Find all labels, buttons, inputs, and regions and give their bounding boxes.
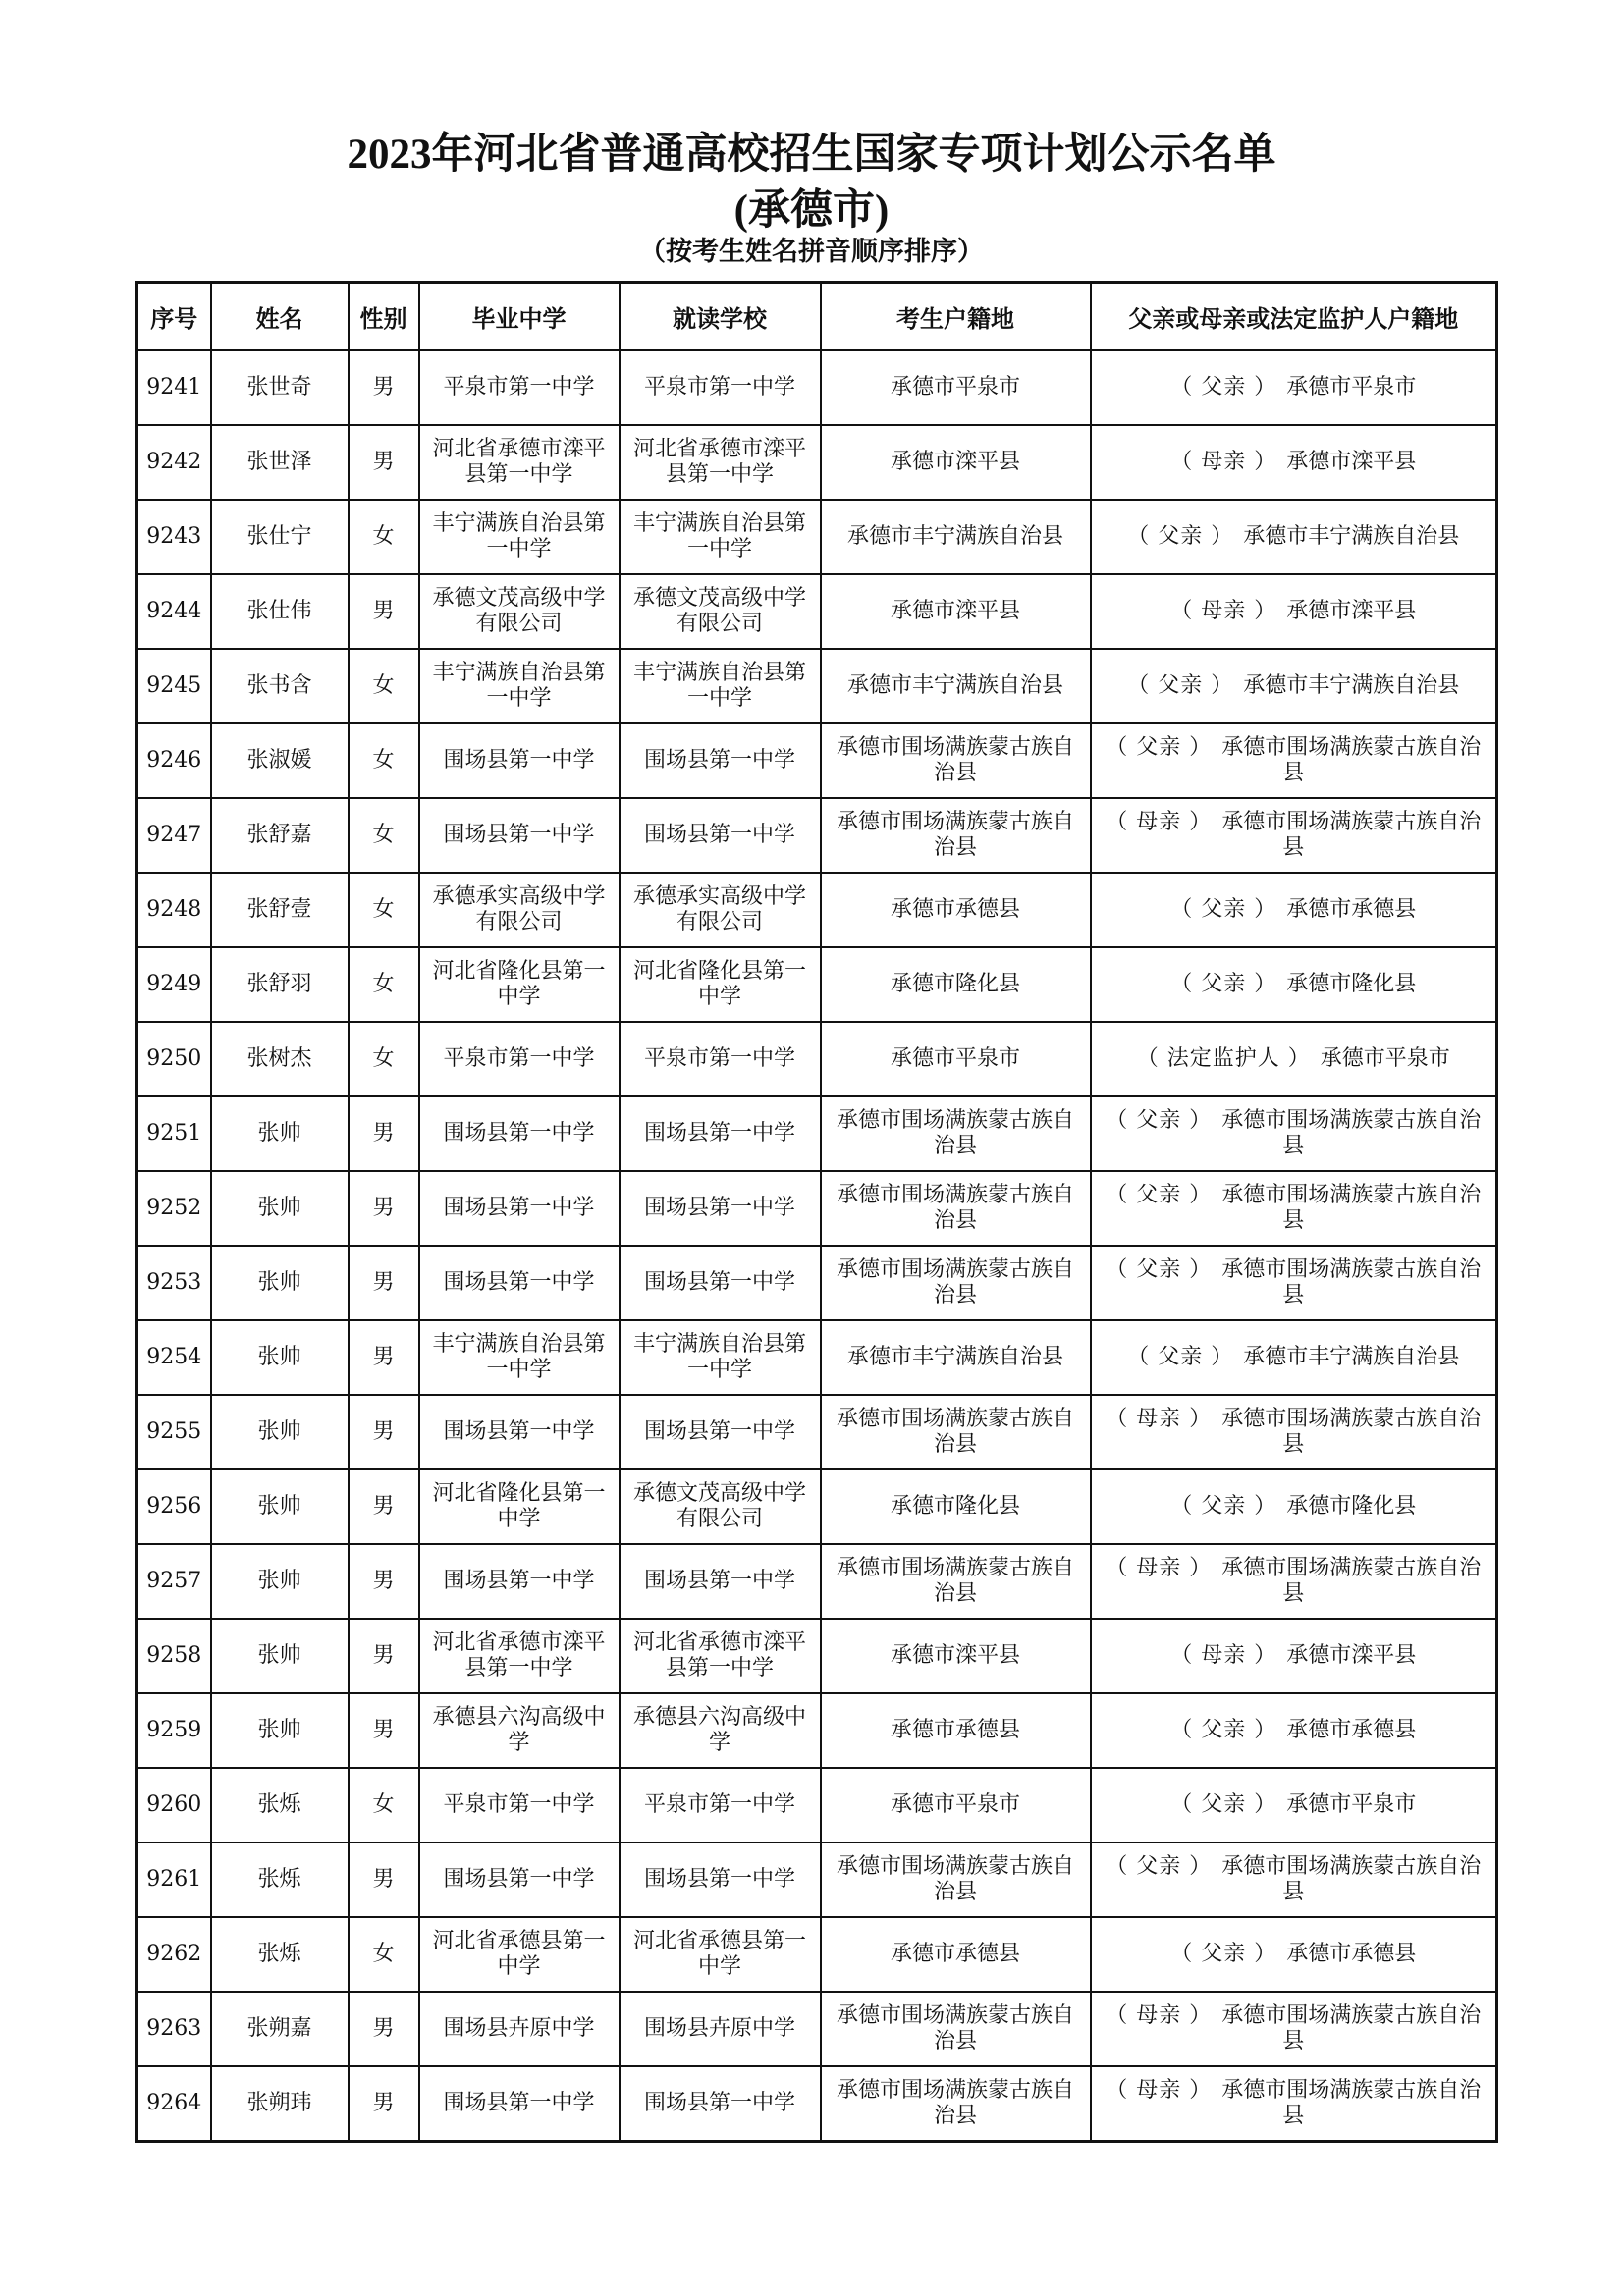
cell-parent-residence <box>1091 1544 1497 1619</box>
cell-study-school: 围场县第一中学 <box>620 798 821 873</box>
cell-study-school: 河北省承德市滦平县第一中学 <box>620 425 821 500</box>
cell-seq: 9255 <box>137 1395 211 1469</box>
cell-parent-residence <box>1091 1992 1497 2066</box>
cell-gender: 男 <box>349 1992 419 2066</box>
cell-name: 张舒壹 <box>211 873 349 947</box>
cell-grad-school: 河北省承德县第一中学 <box>419 1917 620 1992</box>
cell-study-school: 承德县六沟高级中学 <box>620 1693 821 1768</box>
cell-study-school: 丰宁满族自治县第一中学 <box>620 649 821 723</box>
cell-parent-residence <box>1091 873 1497 947</box>
cell-study-school: 围场县第一中学 <box>620 2066 821 2142</box>
cell-gender: 女 <box>349 873 419 947</box>
column-header-seq: 序号 <box>137 283 211 351</box>
cell-name: 张帅 <box>211 1619 349 1693</box>
table-header-row <box>137 283 1497 351</box>
cell-seq: 9247 <box>137 798 211 873</box>
cell-parent-residence <box>1091 798 1497 873</box>
parent-relation: （ 母亲 ） <box>1106 1556 1213 1580</box>
cell-parent-residence <box>1091 1320 1497 1395</box>
parent-residence-place: 承德市承德县 <box>1286 1718 1417 1742</box>
cell-name: 张世泽 <box>211 425 349 500</box>
cell-grad-school: 平泉市第一中学 <box>419 350 620 425</box>
parent-residence-place: 承德市丰宁满族自治县 <box>1243 524 1460 549</box>
cell-study-school: 河北省承德县第一中学 <box>620 1917 821 1992</box>
cell-parent-residence <box>1091 1469 1497 1544</box>
cell-seq: 9242 <box>137 425 211 500</box>
parent-relation: （ 母亲 ） <box>1106 2078 1213 2103</box>
cell-parent-residence <box>1091 1246 1497 1320</box>
parent-residence-place: 承德市平泉市 <box>1286 1792 1417 1817</box>
cell-study-school: 围场县第一中学 <box>620 1096 821 1171</box>
cell-residence: 承德市丰宁满族自治县 <box>821 649 1091 723</box>
cell-gender: 男 <box>349 1842 419 1917</box>
cell-gender: 男 <box>349 1320 419 1395</box>
cell-residence: 承德市平泉市 <box>821 1768 1091 1842</box>
cell-name: 张仕宁 <box>211 500 349 574</box>
parent-residence-place: 承德市围场满族蒙古族自治县 <box>1221 2003 1482 2054</box>
cell-grad-school: 围场县第一中学 <box>419 2066 620 2142</box>
table-row <box>137 1768 1497 1842</box>
cell-parent-residence <box>1091 947 1497 1022</box>
cell-seq: 9243 <box>137 500 211 574</box>
parent-relation: （ 父亲 ） <box>1106 735 1213 760</box>
cell-seq: 9258 <box>137 1619 211 1693</box>
cell-name: 张帅 <box>211 1469 349 1544</box>
table-row <box>137 798 1497 873</box>
table-row <box>137 723 1497 798</box>
column-header-parent-residence: 父亲或母亲或法定监护人户籍地 <box>1091 283 1497 351</box>
table-row <box>137 1246 1497 1320</box>
cell-grad-school: 围场县第一中学 <box>419 723 620 798</box>
cell-residence: 承德市围场满族蒙古族自治县 <box>821 1544 1091 1619</box>
table-row <box>137 873 1497 947</box>
cell-residence: 承德市滦平县 <box>821 1619 1091 1693</box>
parent-relation: （ 父亲 ） <box>1170 1942 1277 1966</box>
cell-grad-school: 承德县六沟高级中学 <box>419 1693 620 1768</box>
cell-parent-residence <box>1091 1768 1497 1842</box>
table-row <box>137 1022 1497 1096</box>
cell-parent-residence <box>1091 425 1497 500</box>
cell-residence: 承德市围场满族蒙古族自治县 <box>821 1246 1091 1320</box>
sort-note: （按考生姓名拼音顺序排序） <box>639 237 984 266</box>
cell-study-school: 平泉市第一中学 <box>620 1768 821 1842</box>
cell-residence: 承德市承德县 <box>821 1693 1091 1768</box>
cell-parent-residence <box>1091 350 1497 425</box>
parent-relation: （ 母亲 ） <box>1170 450 1277 474</box>
cell-residence: 承德市滦平县 <box>821 574 1091 649</box>
cell-study-school: 平泉市第一中学 <box>620 1022 821 1096</box>
cell-gender: 男 <box>349 1096 419 1171</box>
cell-parent-residence <box>1091 574 1497 649</box>
cell-study-school: 围场县卉原中学 <box>620 1992 821 2066</box>
cell-study-school: 丰宁满族自治县第一中学 <box>620 500 821 574</box>
cell-gender: 男 <box>349 2066 419 2142</box>
parent-relation: （ 父亲 ） <box>1170 972 1277 996</box>
cell-gender: 男 <box>349 1469 419 1544</box>
cell-seq: 9244 <box>137 574 211 649</box>
table-row <box>137 2066 1497 2142</box>
parent-relation: （ 母亲 ） <box>1106 810 1213 834</box>
parent-residence-place: 承德市围场满族蒙古族自治县 <box>1221 2078 1482 2128</box>
parent-relation: （ 父亲 ） <box>1170 375 1277 400</box>
table-row <box>137 649 1497 723</box>
cell-study-school: 平泉市第一中学 <box>620 350 821 425</box>
cell-seq: 9254 <box>137 1320 211 1395</box>
table-row <box>137 1619 1497 1693</box>
cell-seq: 9252 <box>137 1171 211 1246</box>
cell-grad-school: 平泉市第一中学 <box>419 1768 620 1842</box>
cell-seq: 9250 <box>137 1022 211 1096</box>
cell-residence: 承德市围场满族蒙古族自治县 <box>821 1395 1091 1469</box>
cell-study-school: 河北省隆化县第一中学 <box>620 947 821 1022</box>
cell-study-school: 承德文茂高级中学有限公司 <box>620 1469 821 1544</box>
cell-name: 张帅 <box>211 1096 349 1171</box>
parent-relation: （ 父亲 ） <box>1127 673 1234 698</box>
cell-name: 张舒羽 <box>211 947 349 1022</box>
cell-residence: 承德市围场满族蒙古族自治县 <box>821 2066 1091 2142</box>
parent-residence-place: 承德市围场满族蒙古族自治县 <box>1221 1854 1482 1904</box>
cell-gender: 女 <box>349 1768 419 1842</box>
cell-gender: 女 <box>349 947 419 1022</box>
cell-grad-school: 承德文茂高级中学有限公司 <box>419 574 620 649</box>
cell-grad-school: 河北省承德市滦平县第一中学 <box>419 425 620 500</box>
cell-seq: 9263 <box>137 1992 211 2066</box>
table-row <box>137 1096 1497 1171</box>
parent-relation: （ 法定监护人 ） <box>1136 1046 1311 1071</box>
table-row <box>137 425 1497 500</box>
cell-seq: 9264 <box>137 2066 211 2142</box>
parent-residence-place: 承德市围场满族蒙古族自治县 <box>1221 1407 1482 1457</box>
cell-grad-school: 围场县第一中学 <box>419 1171 620 1246</box>
cell-residence: 承德市平泉市 <box>821 350 1091 425</box>
table-row <box>137 500 1497 574</box>
parent-relation: （ 母亲 ） <box>1170 599 1277 623</box>
cell-parent-residence <box>1091 1395 1497 1469</box>
cell-parent-residence <box>1091 500 1497 574</box>
cell-residence: 承德市隆化县 <box>821 1469 1091 1544</box>
parent-relation: （ 父亲 ） <box>1170 1792 1277 1817</box>
cell-seq: 9249 <box>137 947 211 1022</box>
parent-residence-place: 承德市围场满族蒙古族自治县 <box>1221 1108 1482 1158</box>
table-row <box>137 350 1497 425</box>
cell-grad-school: 河北省承德市滦平县第一中学 <box>419 1619 620 1693</box>
parent-residence-place: 承德市围场满族蒙古族自治县 <box>1221 735 1482 785</box>
cell-grad-school: 围场县第一中学 <box>419 1246 620 1320</box>
table-row <box>137 574 1497 649</box>
cell-gender: 女 <box>349 723 419 798</box>
cell-residence: 承德市围场满族蒙古族自治县 <box>821 798 1091 873</box>
cell-seq: 9259 <box>137 1693 211 1768</box>
cell-gender: 男 <box>349 425 419 500</box>
cell-gender: 男 <box>349 1544 419 1619</box>
cell-residence: 承德市围场满族蒙古族自治县 <box>821 1992 1091 2066</box>
cell-study-school: 围场县第一中学 <box>620 1246 821 1320</box>
cell-name: 张烁 <box>211 1917 349 1992</box>
table-row <box>137 1544 1497 1619</box>
parent-residence-place: 承德市围场满族蒙古族自治县 <box>1221 1183 1482 1233</box>
cell-gender: 男 <box>349 574 419 649</box>
cell-name: 张烁 <box>211 1768 349 1842</box>
table-row <box>137 1395 1497 1469</box>
cell-parent-residence <box>1091 1171 1497 1246</box>
cell-name: 张朔嘉 <box>211 1992 349 2066</box>
parent-residence-place: 承德市围场满族蒙古族自治县 <box>1221 810 1482 860</box>
cell-residence: 承德市平泉市 <box>821 1022 1091 1096</box>
parent-residence-place: 承德市平泉市 <box>1320 1046 1450 1071</box>
parent-relation: （ 父亲 ） <box>1106 1854 1213 1879</box>
cell-grad-school: 承德承实高级中学有限公司 <box>419 873 620 947</box>
cell-gender: 男 <box>349 350 419 425</box>
cell-name: 张仕伟 <box>211 574 349 649</box>
cell-name: 张帅 <box>211 1320 349 1395</box>
parent-relation: （ 父亲 ） <box>1106 1257 1213 1282</box>
cell-seq: 9246 <box>137 723 211 798</box>
parent-relation: （ 父亲 ） <box>1127 1345 1234 1369</box>
column-header-name: 姓名 <box>211 283 349 351</box>
parent-relation: （ 母亲 ） <box>1106 2003 1213 2028</box>
cell-seq: 9260 <box>137 1768 211 1842</box>
cell-grad-school: 围场县第一中学 <box>419 1842 620 1917</box>
cell-gender: 女 <box>349 1917 419 1992</box>
roster-table <box>135 281 1498 2143</box>
cell-study-school: 承德文茂高级中学有限公司 <box>620 574 821 649</box>
cell-residence: 承德市隆化县 <box>821 947 1091 1022</box>
parent-relation: （ 母亲 ） <box>1170 1643 1277 1668</box>
parent-residence-place: 承德市平泉市 <box>1286 375 1417 400</box>
cell-residence: 承德市滦平县 <box>821 425 1091 500</box>
cell-study-school: 围场县第一中学 <box>620 1544 821 1619</box>
cell-gender: 男 <box>349 1693 419 1768</box>
cell-residence: 承德市承德县 <box>821 1917 1091 1992</box>
cell-grad-school: 围场县第一中学 <box>419 1395 620 1469</box>
cell-seq: 9257 <box>137 1544 211 1619</box>
cell-parent-residence <box>1091 649 1497 723</box>
cell-seq: 9248 <box>137 873 211 947</box>
parent-relation: （ 父亲 ） <box>1106 1183 1213 1207</box>
cell-seq: 9251 <box>137 1096 211 1171</box>
table-row <box>137 947 1497 1022</box>
parent-residence-place: 承德市承德县 <box>1286 1942 1417 1966</box>
parent-residence-place: 承德市隆化县 <box>1286 1494 1417 1519</box>
table-body <box>137 350 1497 2142</box>
table-row <box>137 1842 1497 1917</box>
parent-residence-place: 承德市滦平县 <box>1286 450 1417 474</box>
cell-grad-school: 围场县第一中学 <box>419 1544 620 1619</box>
cell-parent-residence <box>1091 1022 1497 1096</box>
column-header-residence: 考生户籍地 <box>821 283 1091 351</box>
cell-name: 张淑媛 <box>211 723 349 798</box>
cell-gender: 女 <box>349 500 419 574</box>
table-row <box>137 1469 1497 1544</box>
cell-gender: 男 <box>349 1171 419 1246</box>
cell-gender: 女 <box>349 798 419 873</box>
cell-gender: 男 <box>349 1246 419 1320</box>
cell-residence: 承德市围场满族蒙古族自治县 <box>821 1096 1091 1171</box>
cell-study-school: 河北省承德市滦平县第一中学 <box>620 1619 821 1693</box>
cell-name: 张帅 <box>211 1693 349 1768</box>
parent-residence-place: 承德市滦平县 <box>1286 599 1417 623</box>
cell-parent-residence <box>1091 1693 1497 1768</box>
cell-name: 张帅 <box>211 1171 349 1246</box>
parent-relation: （ 父亲 ） <box>1106 1108 1213 1133</box>
cell-study-school: 围场县第一中学 <box>620 723 821 798</box>
table-row <box>137 1992 1497 2066</box>
table-row <box>137 1693 1497 1768</box>
cell-grad-school: 河北省隆化县第一中学 <box>419 947 620 1022</box>
parent-residence-place: 承德市围场满族蒙古族自治县 <box>1221 1556 1482 1606</box>
cell-grad-school: 围场县第一中学 <box>419 798 620 873</box>
cell-name: 张舒嘉 <box>211 798 349 873</box>
cell-grad-school: 丰宁满族自治县第一中学 <box>419 649 620 723</box>
cell-residence: 承德市围场满族蒙古族自治县 <box>821 1171 1091 1246</box>
column-header-grad-school: 毕业中学 <box>419 283 620 351</box>
parent-relation: （ 父亲 ） <box>1170 1718 1277 1742</box>
parent-residence-place: 承德市隆化县 <box>1286 972 1417 996</box>
parent-relation: （ 父亲 ） <box>1170 897 1277 922</box>
cell-seq: 9241 <box>137 350 211 425</box>
cell-name: 张树杰 <box>211 1022 349 1096</box>
cell-name: 张帅 <box>211 1395 349 1469</box>
cell-gender: 女 <box>349 1022 419 1096</box>
cell-study-school: 围场县第一中学 <box>620 1395 821 1469</box>
cell-seq: 9245 <box>137 649 211 723</box>
cell-study-school: 承德承实高级中学有限公司 <box>620 873 821 947</box>
cell-residence: 承德市丰宁满族自治县 <box>821 500 1091 574</box>
parent-residence-place: 承德市滦平县 <box>1286 1643 1417 1668</box>
parent-residence-place: 承德市丰宁满族自治县 <box>1243 1345 1460 1369</box>
cell-grad-school: 丰宁满族自治县第一中学 <box>419 500 620 574</box>
parent-residence-place: 承德市围场满族蒙古族自治县 <box>1221 1257 1482 1308</box>
cell-grad-school: 河北省隆化县第一中学 <box>419 1469 620 1544</box>
cell-residence: 承德市承德县 <box>821 873 1091 947</box>
cell-parent-residence <box>1091 1619 1497 1693</box>
cell-name: 张世奇 <box>211 350 349 425</box>
cell-gender: 女 <box>349 649 419 723</box>
cell-name: 张帅 <box>211 1544 349 1619</box>
cell-parent-residence <box>1091 723 1497 798</box>
cell-gender: 男 <box>349 1395 419 1469</box>
cell-parent-residence <box>1091 1842 1497 1917</box>
parent-residence-place: 承德市丰宁满族自治县 <box>1243 673 1460 698</box>
cell-parent-residence <box>1091 2066 1497 2142</box>
parent-relation: （ 母亲 ） <box>1106 1407 1213 1431</box>
cell-name: 张帅 <box>211 1246 349 1320</box>
page-subtitle-city: (承德市) <box>733 187 890 234</box>
parent-relation: （ 父亲 ） <box>1127 524 1234 549</box>
cell-seq: 9261 <box>137 1842 211 1917</box>
cell-study-school: 围场县第一中学 <box>620 1842 821 1917</box>
cell-parent-residence <box>1091 1917 1497 1992</box>
cell-grad-school: 围场县第一中学 <box>419 1096 620 1171</box>
table-row <box>137 1917 1497 1992</box>
column-header-gender: 性别 <box>349 283 419 351</box>
table-row <box>137 1171 1497 1246</box>
cell-study-school: 丰宁满族自治县第一中学 <box>620 1320 821 1395</box>
column-header-study-school: 就读学校 <box>620 283 821 351</box>
cell-parent-residence <box>1091 1096 1497 1171</box>
page-title: 2023年河北省普通高校招生国家专项计划公示名单 <box>347 132 1276 178</box>
parent-residence-place: 承德市承德县 <box>1286 897 1417 922</box>
cell-name: 张朔玮 <box>211 2066 349 2142</box>
cell-residence: 承德市围场满族蒙古族自治县 <box>821 1842 1091 1917</box>
cell-gender: 男 <box>349 1619 419 1693</box>
cell-seq: 9253 <box>137 1246 211 1320</box>
cell-residence: 承德市丰宁满族自治县 <box>821 1320 1091 1395</box>
cell-seq: 9256 <box>137 1469 211 1544</box>
cell-name: 张书含 <box>211 649 349 723</box>
cell-residence: 承德市围场满族蒙古族自治县 <box>821 723 1091 798</box>
table-row <box>137 1320 1497 1395</box>
cell-grad-school: 丰宁满族自治县第一中学 <box>419 1320 620 1395</box>
parent-relation: （ 父亲 ） <box>1170 1494 1277 1519</box>
cell-study-school: 围场县第一中学 <box>620 1171 821 1246</box>
cell-grad-school: 围场县卉原中学 <box>419 1992 620 2066</box>
cell-grad-school: 平泉市第一中学 <box>419 1022 620 1096</box>
cell-name: 张烁 <box>211 1842 349 1917</box>
cell-seq: 9262 <box>137 1917 211 1992</box>
